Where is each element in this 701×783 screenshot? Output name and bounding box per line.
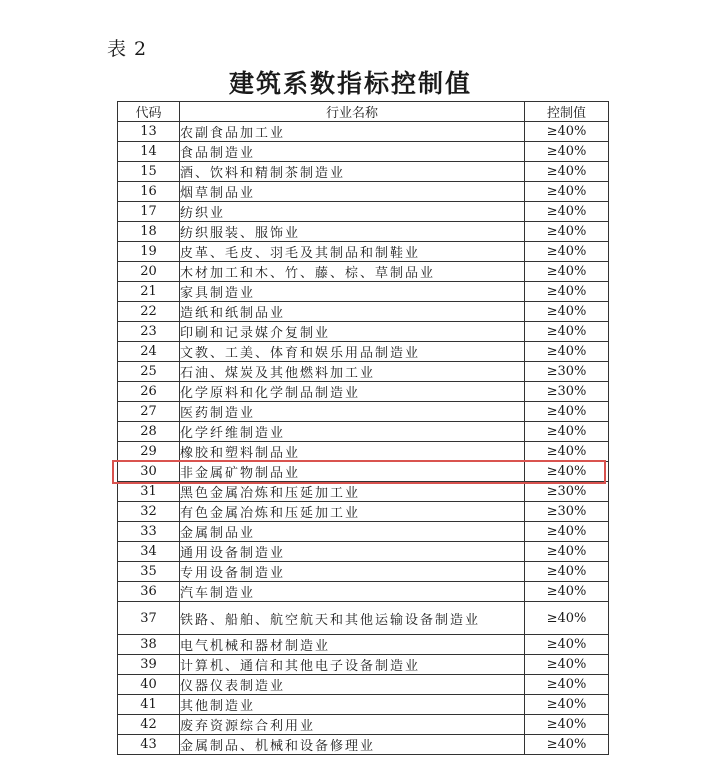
row-control-value: ≥40% bbox=[525, 342, 609, 362]
table-row bbox=[118, 462, 609, 482]
table-row bbox=[118, 382, 609, 402]
row-industry-name: 通用设备制造业 bbox=[180, 542, 525, 562]
row-industry-name: 废弃资源综合利用业 bbox=[180, 715, 525, 735]
row-industry-name: 皮革、毛皮、羽毛及其制品和制鞋业 bbox=[180, 242, 525, 262]
row-code: 14 bbox=[118, 142, 180, 162]
row-control-value: ≥40% bbox=[525, 222, 609, 242]
row-control-value: ≥30% bbox=[525, 502, 609, 522]
table-row bbox=[118, 635, 609, 655]
table-row bbox=[118, 675, 609, 695]
row-control-value: ≥30% bbox=[525, 382, 609, 402]
row-control-value: ≥40% bbox=[525, 442, 609, 462]
row-code: 17 bbox=[118, 202, 180, 222]
row-industry-name: 其他制造业 bbox=[180, 695, 525, 715]
row-industry-name: 木材加工和木、竹、藤、棕、草制品业 bbox=[180, 262, 525, 282]
table-row bbox=[118, 562, 609, 582]
row-industry-name: 家具制造业 bbox=[180, 282, 525, 302]
row-code: 36 bbox=[118, 582, 180, 602]
row-control-value: ≥40% bbox=[525, 202, 609, 222]
row-code: 39 bbox=[118, 655, 180, 675]
table-row bbox=[118, 182, 609, 202]
row-industry-name: 纺织业 bbox=[180, 202, 525, 222]
row-control-value: ≥40% bbox=[525, 142, 609, 162]
table-row bbox=[118, 142, 609, 162]
table-row bbox=[118, 542, 609, 562]
row-control-value: ≥40% bbox=[525, 302, 609, 322]
table-row bbox=[118, 342, 609, 362]
row-industry-name: 非金属矿物制品业 bbox=[180, 462, 525, 482]
row-industry-name: 化学纤维制造业 bbox=[180, 422, 525, 442]
row-industry-name: 汽车制造业 bbox=[180, 582, 525, 602]
row-control-value: ≥40% bbox=[525, 422, 609, 442]
row-control-value: ≥40% bbox=[525, 675, 609, 695]
row-code: 16 bbox=[118, 182, 180, 202]
row-control-value: ≥40% bbox=[525, 322, 609, 342]
row-control-value: ≥40% bbox=[525, 242, 609, 262]
table-row bbox=[118, 522, 609, 542]
row-code: 29 bbox=[118, 442, 180, 462]
row-industry-name: 烟草制品业 bbox=[180, 182, 525, 202]
row-code: 22 bbox=[118, 302, 180, 322]
row-control-value: ≥40% bbox=[525, 562, 609, 582]
header-industry-name: 行业名称 bbox=[180, 102, 525, 122]
row-code: 43 bbox=[118, 735, 180, 755]
row-code: 21 bbox=[118, 282, 180, 302]
row-control-value: ≥40% bbox=[525, 542, 609, 562]
row-control-value: ≥40% bbox=[525, 695, 609, 715]
row-industry-name: 橡胶和塑料制品业 bbox=[180, 442, 525, 462]
row-industry-name: 仪器仪表制造业 bbox=[180, 675, 525, 695]
table-row bbox=[118, 322, 609, 342]
row-control-value: ≥30% bbox=[525, 362, 609, 382]
row-code: 26 bbox=[118, 382, 180, 402]
row-control-value: ≥40% bbox=[525, 402, 609, 422]
row-code: 19 bbox=[118, 242, 180, 262]
table-row bbox=[118, 502, 609, 522]
row-industry-name: 纺织服装、服饰业 bbox=[180, 222, 525, 242]
row-industry-name: 石油、煤炭及其他燃料加工业 bbox=[180, 362, 525, 382]
table-row bbox=[118, 122, 609, 142]
table-row bbox=[118, 222, 609, 242]
table-row bbox=[118, 162, 609, 182]
table-row bbox=[118, 362, 609, 382]
table-row bbox=[118, 655, 609, 675]
table-row bbox=[118, 582, 609, 602]
row-industry-name: 酒、饮料和精制茶制造业 bbox=[180, 162, 525, 182]
table-row bbox=[118, 262, 609, 282]
row-industry-name: 农副食品加工业 bbox=[180, 122, 525, 142]
row-control-value: ≥30% bbox=[525, 482, 609, 502]
row-control-value: ≥40% bbox=[525, 282, 609, 302]
document-title: 建筑系数指标控制值 bbox=[228, 69, 472, 98]
row-code: 40 bbox=[118, 675, 180, 695]
row-industry-name: 金属制品业 bbox=[180, 522, 525, 542]
row-industry-name: 医药制造业 bbox=[180, 402, 525, 422]
row-control-value: ≥40% bbox=[525, 735, 609, 755]
row-control-value: ≥40% bbox=[525, 262, 609, 282]
table-row bbox=[118, 715, 609, 735]
row-control-value: ≥40% bbox=[525, 522, 609, 542]
row-code: 27 bbox=[118, 402, 180, 422]
row-code: 37 bbox=[118, 602, 180, 635]
header-code: 代码 bbox=[118, 102, 180, 122]
row-code: 41 bbox=[118, 695, 180, 715]
row-industry-name: 印刷和记录媒介复制业 bbox=[180, 322, 525, 342]
row-code: 20 bbox=[118, 262, 180, 282]
row-code: 24 bbox=[118, 342, 180, 362]
table-row bbox=[118, 735, 609, 755]
table-label: 表 2 bbox=[107, 38, 148, 60]
row-industry-name: 化学原料和化学制品制造业 bbox=[180, 382, 525, 402]
row-code: 15 bbox=[118, 162, 180, 182]
row-code: 31 bbox=[118, 482, 180, 502]
table-row bbox=[118, 202, 609, 222]
row-industry-name: 金属制品、机械和设备修理业 bbox=[180, 735, 525, 755]
row-code: 13 bbox=[118, 122, 180, 142]
row-code: 35 bbox=[118, 562, 180, 582]
row-code: 38 bbox=[118, 635, 180, 655]
table-row bbox=[118, 442, 609, 462]
table-row bbox=[118, 242, 609, 262]
table-row bbox=[118, 482, 609, 502]
row-code: 33 bbox=[118, 522, 180, 542]
row-control-value: ≥40% bbox=[525, 462, 609, 482]
row-industry-name: 计算机、通信和其他电子设备制造业 bbox=[180, 655, 525, 675]
row-control-value: ≥40% bbox=[525, 182, 609, 202]
row-code: 34 bbox=[118, 542, 180, 562]
row-industry-name: 铁路、船舶、航空航天和其他运输设备制造业 bbox=[180, 602, 525, 635]
row-industry-name: 专用设备制造业 bbox=[180, 562, 525, 582]
row-industry-name: 电气机械和器材制造业 bbox=[180, 635, 525, 655]
table-row bbox=[118, 302, 609, 322]
table-row bbox=[118, 422, 609, 442]
table-row bbox=[118, 402, 609, 422]
row-code: 23 bbox=[118, 322, 180, 342]
table-header-row bbox=[118, 102, 609, 122]
table-row bbox=[118, 282, 609, 302]
table-row bbox=[118, 695, 609, 715]
row-industry-name: 文教、工美、体育和娱乐用品制造业 bbox=[180, 342, 525, 362]
table-row bbox=[118, 602, 609, 635]
row-industry-name: 食品制造业 bbox=[180, 142, 525, 162]
row-code: 28 bbox=[118, 422, 180, 442]
row-code: 25 bbox=[118, 362, 180, 382]
row-code: 42 bbox=[118, 715, 180, 735]
row-control-value: ≥40% bbox=[525, 122, 609, 142]
header-control-value: 控制值 bbox=[525, 102, 609, 122]
row-industry-name: 造纸和纸制品业 bbox=[180, 302, 525, 322]
row-industry-name: 黑色金属冶炼和压延加工业 bbox=[180, 482, 525, 502]
row-control-value: ≥40% bbox=[525, 715, 609, 735]
row-control-value: ≥40% bbox=[525, 635, 609, 655]
row-control-value: ≥40% bbox=[525, 162, 609, 182]
row-industry-name: 有色金属冶炼和压延加工业 bbox=[180, 502, 525, 522]
row-control-value: ≥40% bbox=[525, 655, 609, 675]
control-value-table bbox=[117, 101, 609, 755]
row-control-value: ≥40% bbox=[525, 582, 609, 602]
row-code: 18 bbox=[118, 222, 180, 242]
row-control-value: ≥40% bbox=[525, 602, 609, 635]
row-code: 32 bbox=[118, 502, 180, 522]
row-code: 30 bbox=[118, 462, 180, 482]
